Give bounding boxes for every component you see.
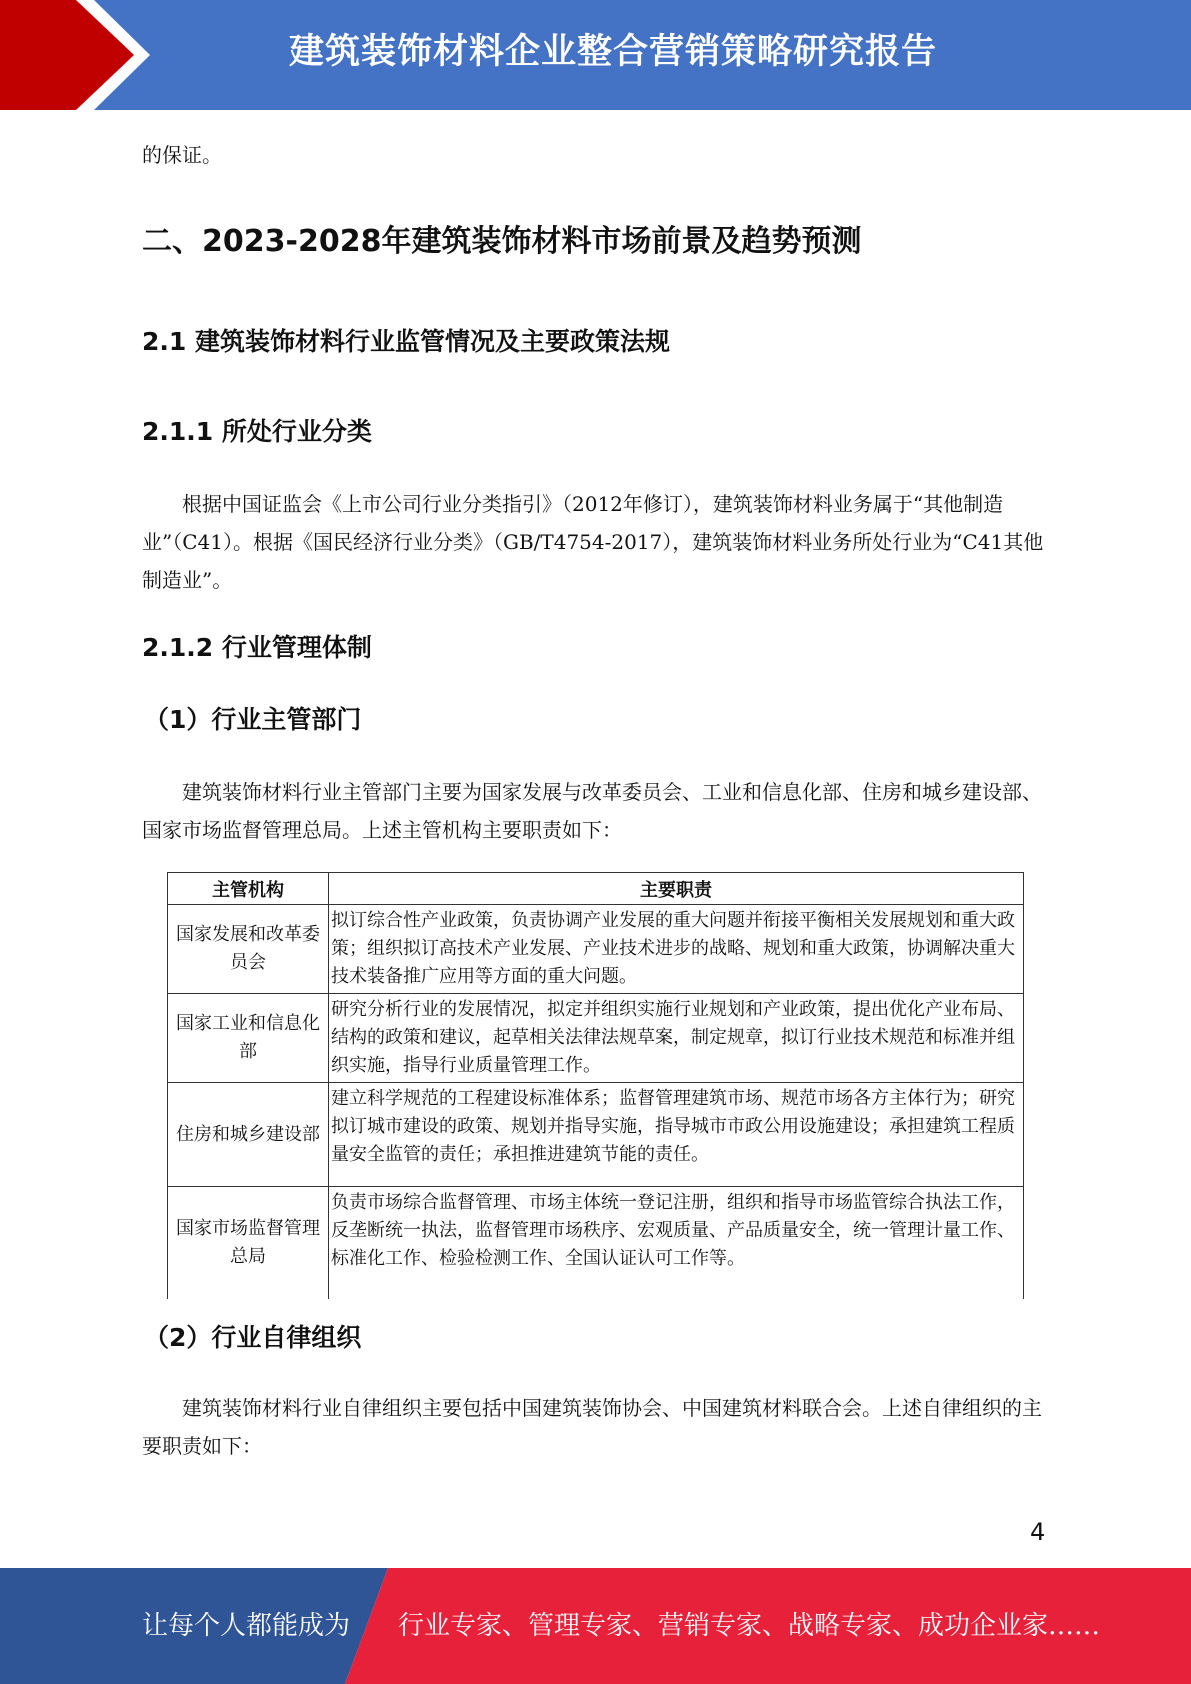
authorities-table xyxy=(167,872,1024,1299)
footer-slogan-left: 让每个人都能成为 xyxy=(142,1611,351,1641)
authorities-paragraph: 建筑装饰材料行业主管部门主要为国家发展与改革委员会、工业和信息化部、住房和城乡建设部、国家市场监督管理总局。上述主管机构主要职责如下： xyxy=(142,780,1042,842)
table-cell-duty: 拟订综合性产业政策，负责协调产业发展的重大问题并衔接平衡相关发展规划和重大政策；组织拟订高技术产业发展、产业技术进步的战略、规划和重大政策，协调解决重大技术装备推广应用等方面的重大问题。 xyxy=(329,905,1024,994)
header-banner xyxy=(0,0,1191,110)
item-2-heading: （2）行业自律组织 xyxy=(144,1323,362,1352)
table-cell-org: 国家市场监督管理总局 xyxy=(168,1187,329,1300)
table-row xyxy=(168,1083,1024,1187)
table-cell-duty: 负责市场综合监督管理、市场主体统一登记注册，组织和指导市场监管综合执法工作，反垄断统一执法，监督管理市场秩序、宏观质量、产品质量安全，统一管理计量工作、标准化工作、检验检测工作、全国认证认可工作等。 xyxy=(329,1187,1024,1300)
item-1-heading: （1）行业主管部门 xyxy=(144,705,362,734)
subsection-2-1-2-heading: 2.1.2 行业管理体制 xyxy=(142,633,372,662)
table-cell-org: 国家发展和改革委员会 xyxy=(168,905,329,994)
table-cell-org: 住房和城乡建设部 xyxy=(168,1083,329,1187)
classification-paragraph: 根据中国证监会《上市公司行业分类指引》（2012年修订），建筑装饰材料业务属于“其他制造业”（C41）。根据《国民经济行业分类》（GB/T4754-2017），建筑装饰材料业务所处行业为“C41其他制造业”。 xyxy=(142,492,1044,592)
table-header-org: 主管机构 xyxy=(168,873,329,905)
table-header-row xyxy=(168,873,1024,905)
self-regulation-paragraph: 建筑装饰材料行业自律组织主要包括中国建筑装饰协会、中国建筑材料联合会。上述自律组织的主要职责如下： xyxy=(142,1396,1042,1458)
table-cell-duty: 建立科学规范的工程建设标准体系；监督管理建筑市场、规范市场各方主体行为；研究拟订城市建设的政策、规划并指导实施，指导城市市政公用设施建设；承担建筑工程质量安全监管的责任；承担推进建筑节能的责任。 xyxy=(329,1083,1024,1187)
table-row xyxy=(168,905,1024,994)
table-cell-org: 国家工业和信息化部 xyxy=(168,994,329,1083)
table-cell-duty: 研究分析行业的发展情况，拟定并组织实施行业规划和产业政策，提出优化产业布局、结构的政策和建议，起草相关法律法规草案，制定规章，拟订行业技术规范和标准并组织实施，指导行业质量管理工作。 xyxy=(329,994,1024,1083)
subsection-2-1-heading: 2.1 建筑装饰材料行业监管情况及主要政策法规 xyxy=(142,327,670,356)
table-row xyxy=(168,1187,1024,1300)
table-header-duty: 主要职责 xyxy=(329,873,1024,905)
subsection-2-1-1-heading: 2.1.1 所处行业分类 xyxy=(142,417,372,446)
page-number: 4 xyxy=(1030,1518,1046,1546)
section-title: 二、2023-2028年建筑装饰材料市场前景及趋势预测 xyxy=(142,224,862,259)
table-row xyxy=(168,994,1024,1083)
report-title: 建筑装饰材料企业整合营销策略研究报告 xyxy=(288,32,937,72)
footer-slogan-right: 行业专家、管理专家、营销专家、战略专家、成功企业家…… xyxy=(398,1611,1101,1641)
footer-banner xyxy=(0,1568,1191,1684)
intro-tail-text: 的保证。 xyxy=(142,143,222,167)
